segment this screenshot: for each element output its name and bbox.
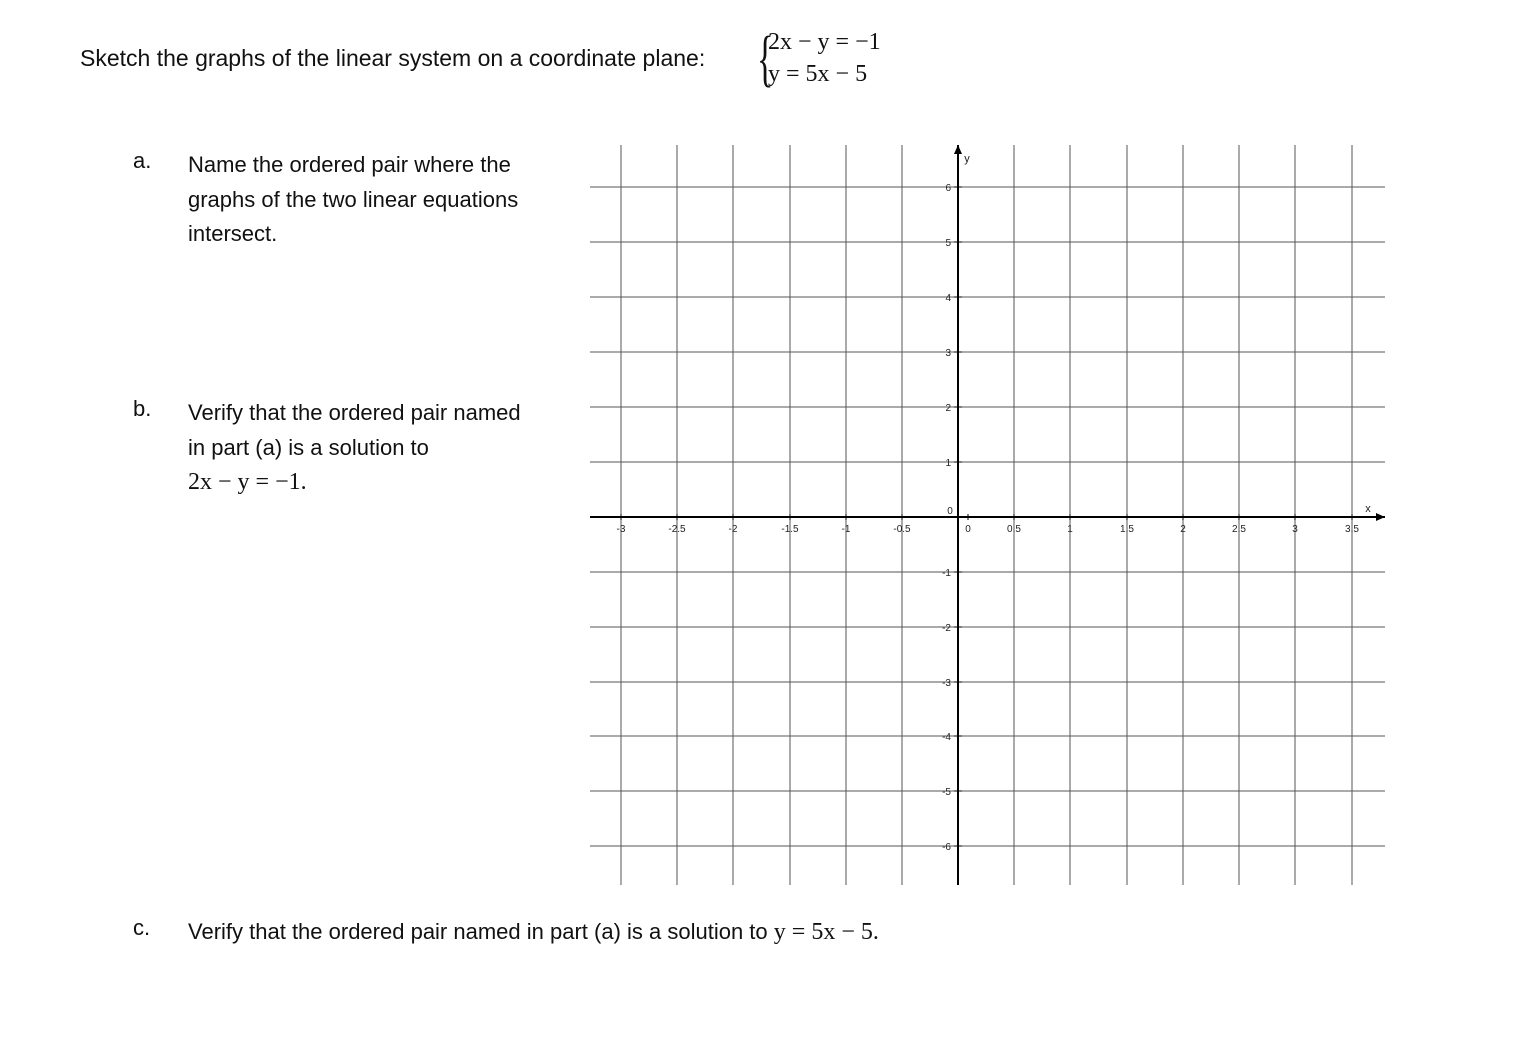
x-tick-label: 3 xyxy=(1292,524,1298,535)
question-b-label: b. xyxy=(133,396,152,421)
axes xyxy=(590,145,1385,885)
y-tick-label: 2 xyxy=(945,403,951,414)
y-tick-label: 3 xyxy=(945,348,951,359)
x-axis-label: x xyxy=(1365,503,1371,515)
x-tick-label: 2 xyxy=(1180,524,1186,535)
question-b-line-2: in part (a) is a solution to xyxy=(188,434,429,460)
question-a-line-1: Name the ordered pair where the xyxy=(188,152,511,177)
y-tick-label: -3 xyxy=(942,678,951,689)
y-tick-label: 1 xyxy=(945,458,951,469)
system-equation-2: y = 5x − 5 xyxy=(768,61,868,87)
x-tick-label: 2.5 xyxy=(1232,524,1246,535)
x-tick-label: -2.5 xyxy=(668,524,686,535)
x-tick-label: 1.5 xyxy=(1120,524,1134,535)
question-a-line-3: intersect. xyxy=(188,221,278,246)
question-c-equation: y = 5x − 5. xyxy=(773,919,879,945)
question-b-line-1: Verify that the ordered pair named xyxy=(188,400,521,425)
x-tick-label: 0.5 xyxy=(1007,524,1021,535)
x-tick-label: 0 xyxy=(965,524,971,535)
y-tick-label: -2 xyxy=(942,623,951,634)
origin-label: 0 xyxy=(947,506,953,517)
y-tick-label: -5 xyxy=(942,787,951,798)
x-tick-label: -1 xyxy=(841,524,851,535)
system-equation-1: 2x − y = −1 xyxy=(768,29,881,55)
x-tick-label: -3 xyxy=(616,524,626,535)
x-tick-label: 1 xyxy=(1067,524,1073,535)
y-axis-label: y xyxy=(964,153,970,165)
x-tick-label: -0.5 xyxy=(893,524,911,535)
x-tick-label: -1.5 xyxy=(781,524,799,535)
grid-lines xyxy=(590,145,1385,885)
question-b-equation: 2x − y = −1. xyxy=(188,469,307,495)
y-tick-label: 6 xyxy=(945,183,951,194)
x-axis-arrow xyxy=(1376,513,1385,521)
y-tick-label: -6 xyxy=(942,842,951,853)
x-tick-label: -2 xyxy=(728,524,738,535)
y-tick-label: -1 xyxy=(942,568,951,579)
system-brace: { xyxy=(757,25,774,93)
y-tick-label: 5 xyxy=(945,238,951,249)
y-axis-arrow xyxy=(954,145,962,154)
question-a-line-2: graphs of the two linear equations xyxy=(188,186,519,212)
y-tick-label: 4 xyxy=(945,293,951,304)
y-tick-label: -4 xyxy=(942,732,951,743)
question-a-label: a. xyxy=(133,148,152,173)
question-c-sentence: Verify that the ordered pair named in part (a) is a solution to xyxy=(188,919,768,944)
x-tick-label: 3.5 xyxy=(1345,524,1359,535)
problem-prompt: Sketch the graphs of the linear system on a coordinate plane: xyxy=(80,45,706,71)
tick-labels xyxy=(617,153,1372,853)
question-c-label: c. xyxy=(133,915,151,940)
